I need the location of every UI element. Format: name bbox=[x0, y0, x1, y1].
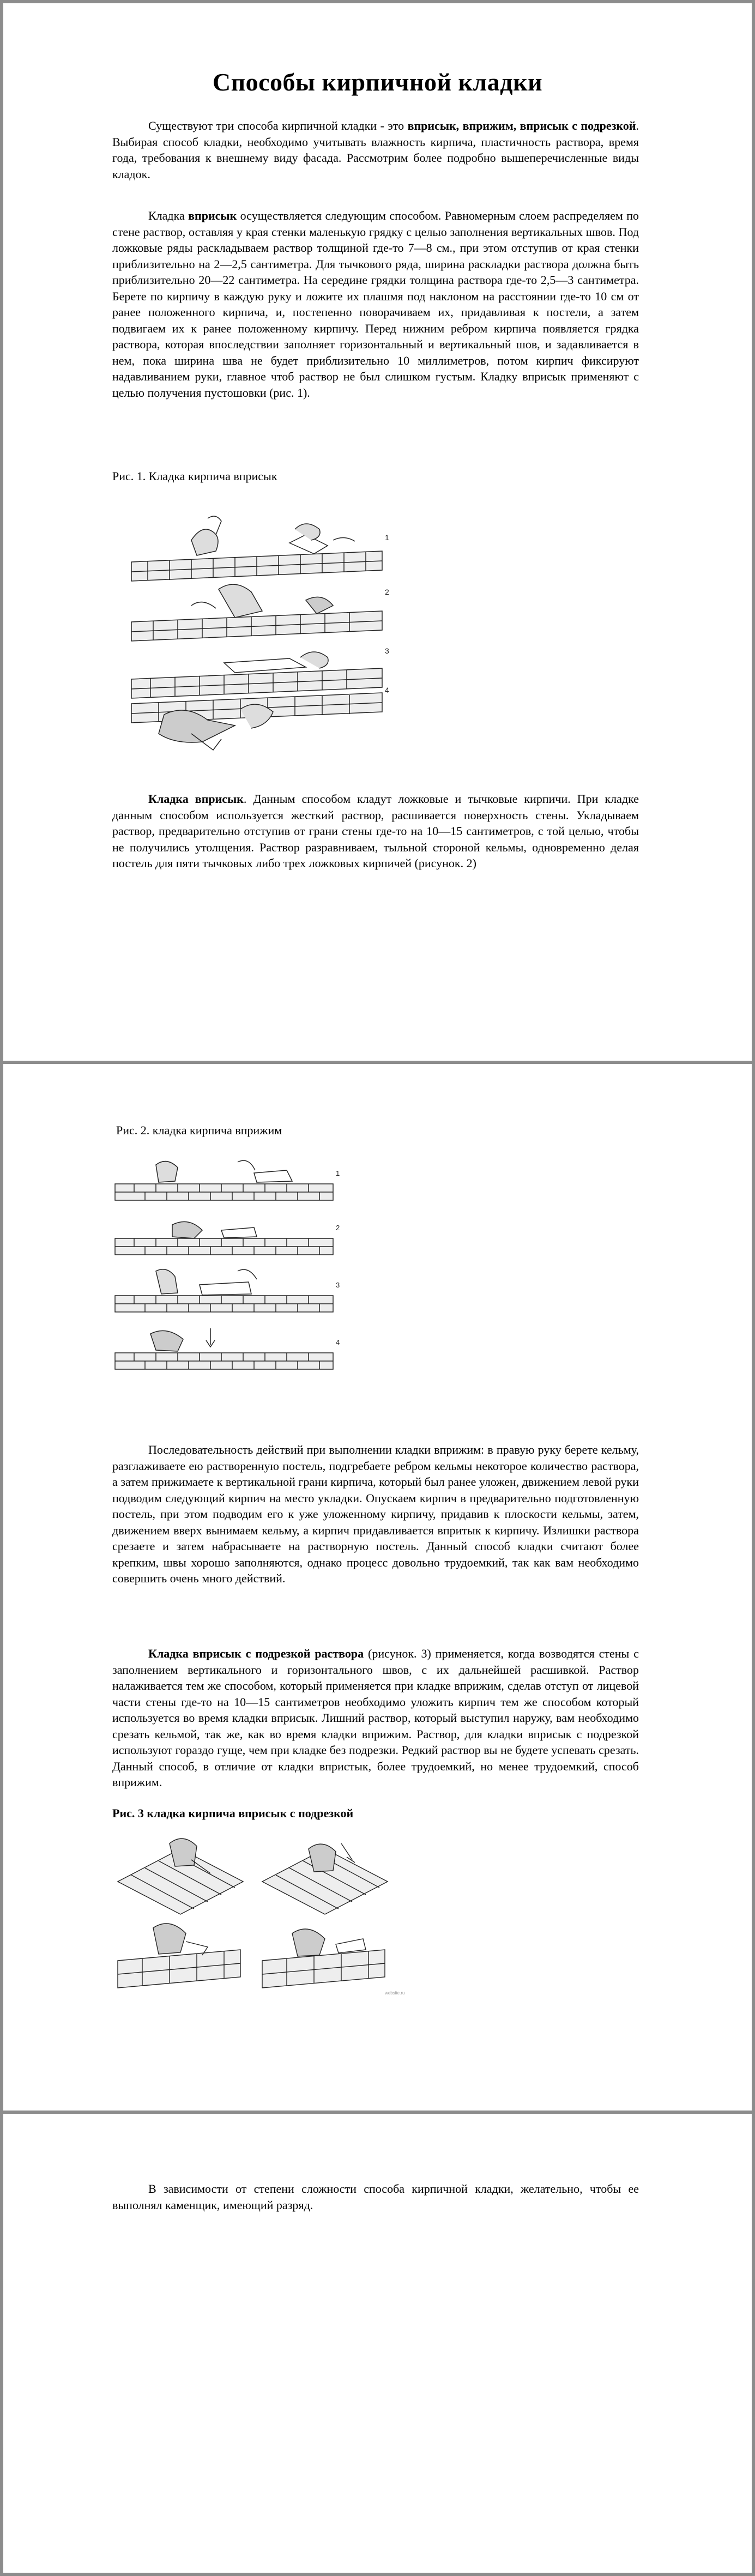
figure-3-panel-a bbox=[118, 1839, 243, 1914]
figure-1-step-4 bbox=[131, 693, 382, 750]
svg-text:4: 4 bbox=[385, 686, 389, 694]
podrezka-paragraph: Кладка вприсык с подрезкой раствора (рисунок. 3) применяется, когда возводятся стены с заполнением вертикального и горизонтального швов, с их дальнейшей расшивкой. Раствор налаживается тем же способом, который применяется при кладке вприжим, сделав отступ от лицевой части стены где-то на 10—15 сантиметров необходимо уложить кирпич тем же способом который используется во время кладки вприсык. Лишний раствор, который выступил наружу, вам необходимо срезать кельмой, так же, как во время кладки вприжим. Раствор, для кладки вприсык с подрезкой используют гораздо гуще, чем при кладке без подрезки. Редкий раствор вы не будете успевать срезать. Данный способ, в отличие от кладки впристык, более трудоемкий, но менее трудоемкий, способ вприжим. bbox=[112, 1647, 639, 1789]
document-page-1 bbox=[3, 3, 752, 1061]
svg-text:2: 2 bbox=[385, 588, 389, 596]
figure-3-panel-b bbox=[262, 1843, 388, 1914]
figure-3-watermark: website.ru bbox=[385, 1991, 405, 1996]
figure-1-drawing bbox=[126, 507, 401, 753]
figure-1-caption: Рис. 1. Кладка кирпича вприсык bbox=[112, 469, 277, 483]
figure-1-step-2 bbox=[131, 584, 382, 641]
final-paragraph: В зависимости от степени сложности способа кирпичной кладки, желательно, чтобы ее выполнял каменщик, имеющий разряд. bbox=[112, 2182, 639, 2212]
vprisyk-paragraph: Кладка вприсык осуществляется следующим способом. Равномерным слоем распределяем по стене раствор, оставляя у края стенки маленькую грядку с целью заполнения вертикальных швов. Под ложковые ряды раскладываем раствор толщиной где-то 7—8 см., при этом отступив от края стенки приблизительно на 2—2,5 сантиметра. Для тычкового ряда, ширина раскладки раствора должна быть приблизительно 20—22 сантиметра. На середине грядки толщина раствора где-то 2,5—3 сантиметра. Берете по кирпичу в каждую руку и ложите их плашмя под наклоном на расстоянии где-то 10 см от ранее положенного кирпича, и, постепенно поворачиваем их, придавливая к постели, а затем подвигаем их к ранее положенному кирпичу. Перед нижним ребром кирпича появляется грядка раствора, которая впоследствии заполняет горизонтальный и вертикальный шов, и задавливается в нем, пока ширина шва не будет приблизительно 10 миллиметров, потом кирпич фиксируют надавливанием руки, главное чтоб раствор не был слишком густым. Кладку вприсык применяют с целью получения пустошовки (рис. 1). bbox=[112, 209, 639, 400]
figure-1-step-1 bbox=[131, 516, 382, 581]
figure-3-illustration bbox=[115, 1827, 404, 1996]
figure-2-caption: Рис. 2. кладка кирпича вприжим bbox=[116, 1123, 282, 1137]
svg-text:4: 4 bbox=[336, 1338, 340, 1346]
vprisyk-details-paragraph: Кладка вприсык. Данным способом кладут ложковые и тычковые кирпичи. При кладке данным способом используется жесткий раствор, расшивается поверхность стены. Укладываем раствор, предварительно отступив от грани стены где-то на 10—15 сантиметров, с той целью, чтобы не получились утолщения. Раствор разравниваем, тыльной стороной кельмы, одновременно делая постель для пяти тычковых либо трех ложковых кирпичей (рисунок. 2) bbox=[112, 792, 639, 870]
svg-text:3: 3 bbox=[385, 646, 389, 655]
figure-3-caption: Рис. 3 кладка кирпича вприсык с подрезкой bbox=[112, 1806, 354, 1820]
intro-paragraph: Существуют три способа кирпичной кладки - это вприсык, вприжим, вприсык с подрезкой. Выбирая способ кладки, необходимо учитывать влажность кирпича, пластичность раствора, время года, требования к внешнему виду фасада. Рассмотрим более подробно вышеперечисленные виды кладок. bbox=[112, 119, 639, 181]
vprizhim-paragraph: Последовательность действий при выполнении кладки вприжим: в правую руку берете кельму, разглаживаете ею растворенную постель, подгребаете ребром кельмы некоторое количество раствора, а затем прижимаете к вертикальной грани кирпича, который был ранее уложен, движением левой руки подводим следующий кирпич на место укладки. Опускаем кирпич в предварительно подготовленную постель, при этом подводим его к уже уложенному кирпичу, придавив к плоскости кельмы, затем, движением вверх вынимаем кельму, а кирпич придавливается впритык к кирпичу. Излишки раствора срезаете и затем набрасываете на растворную постель. Данный способ кладки считают более крепким, швы хорошо заполняются, однако процесс довольно трудоемкий, так как вам необходимо совершить очень много действий. bbox=[112, 1443, 639, 1585]
figure-1-illustration bbox=[126, 507, 401, 753]
figure-3-panel-c bbox=[118, 1924, 240, 1988]
svg-text:1: 1 bbox=[336, 1169, 340, 1177]
figure-2-illustration bbox=[112, 1154, 344, 1380]
document-page-3 bbox=[3, 2114, 752, 2573]
methods-list: вприсык, вприжим, вприсык с подрезкой bbox=[407, 119, 636, 132]
figure-2-step-2 bbox=[115, 1222, 333, 1255]
svg-text:3: 3 bbox=[336, 1281, 340, 1289]
figure-1-step-3 bbox=[131, 652, 382, 698]
figure-3-panel-d bbox=[262, 1929, 385, 1988]
figure-2-step-4 bbox=[115, 1328, 333, 1369]
figure-3-drawing bbox=[115, 1827, 404, 1996]
svg-text:1: 1 bbox=[385, 533, 389, 542]
svg-text:2: 2 bbox=[336, 1224, 340, 1232]
figure-2-drawing bbox=[112, 1154, 344, 1380]
page-title: Способы кирпичной кладки bbox=[212, 68, 543, 96]
document-page-2 bbox=[3, 1064, 752, 2111]
figure-2-step-1 bbox=[115, 1160, 333, 1200]
figure-2-step-3 bbox=[115, 1269, 333, 1312]
